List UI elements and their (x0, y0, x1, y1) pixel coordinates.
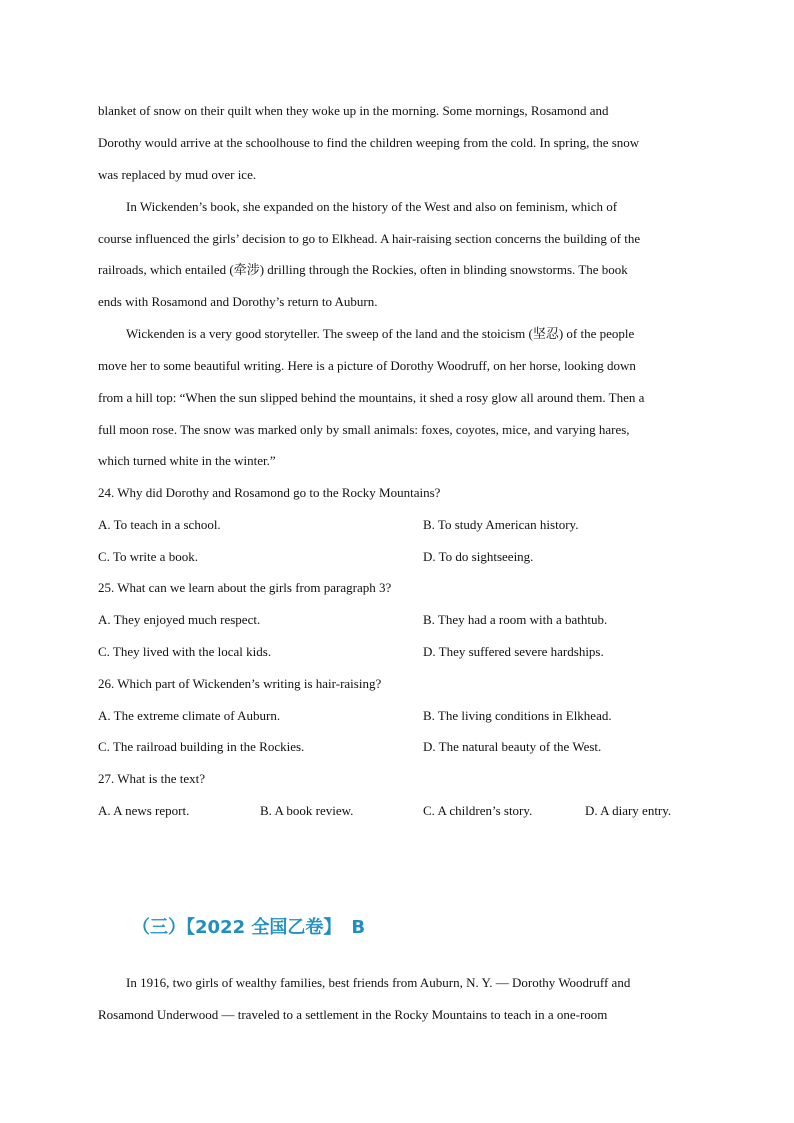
question-26-option-d: D. The natural beauty of the West. (423, 739, 602, 754)
question-25-stem: 25. What can we learn about the girls from paragraph 3? (98, 580, 392, 595)
question-24-option-c: C. To write a book. (98, 549, 198, 564)
passage-line: blanket of snow on their quilt when they woke up in the morning. Some mornings, Rosamond and (98, 103, 609, 118)
question-25-option-b: B. They had a room with a bathtub. (423, 612, 608, 627)
question-26-option-c: C. The railroad building in the Rockies. (98, 739, 305, 754)
section-heading (132, 916, 365, 940)
section-label: B (351, 917, 366, 938)
passage-line: railroads, which entailed (牵涉) drilling through the Rockies, often in blinding snowstorms. The book (98, 262, 628, 277)
question-24-option-a: A. To teach in a school. (98, 517, 221, 532)
question-27-option-b: B. A book review. (260, 803, 354, 818)
question-24-option-d: D. To do sightseeing. (423, 549, 534, 564)
question-24-stem: 24. Why did Dorothy and Rosamond go to the Rocky Mountains? (98, 485, 441, 500)
passage-line: Rosamond Underwood — traveled to a settlement in the Rocky Mountains to teach in a one-room (98, 1007, 608, 1022)
passage-line: full moon rose. The snow was marked only by small animals: foxes, coyotes, mice, and varying hares, (98, 422, 630, 437)
passage-line: In Wickenden’s book, she expanded on the history of the West and also on feminism, which of (126, 199, 618, 214)
passage-line: from a hill top: “When the sun slipped behind the mountains, it shed a rosy glow all around them. Then a (98, 390, 645, 405)
section-title: （三）【2022 全国乙卷】 (132, 917, 342, 938)
passage-line: move her to some beautiful writing. Here is a picture of Dorothy Woodruff, on her horse, looking down (98, 358, 636, 373)
question-27-option-c: C. A children’s story. (423, 803, 533, 818)
question-25-option-a: A. They enjoyed much respect. (98, 612, 261, 627)
question-25-option-c: C. They lived with the local kids. (98, 644, 272, 659)
passage-line: was replaced by mud over ice. (98, 167, 257, 182)
passage-line: Wickenden is a very good storyteller. The sweep of the land and the stoicism (坚忍) of the people (126, 326, 635, 341)
passage-line: ends with Rosamond and Dorothy’s return to Auburn. (98, 294, 378, 309)
question-24-option-b: B. To study American history. (423, 517, 579, 532)
question-27-stem: 27. What is the text? (98, 771, 205, 786)
question-27-option-d: D. A diary entry. (585, 803, 672, 818)
question-27-option-a: A. A news report. (98, 803, 190, 818)
passage-line: Dorothy would arrive at the schoolhouse to find the children weeping from the cold. In spring, the snow (98, 135, 640, 150)
question-26-option-a: A. The extreme climate of Auburn. (98, 708, 281, 723)
passage-line: In 1916, two girls of wealthy families, best friends from Auburn, N. Y. — Dorothy Woodruff and (126, 975, 631, 990)
passage-line: which turned white in the winter.” (98, 453, 276, 468)
passage-line: course influenced the girls’ decision to go to Elkhead. A hair-raising section concerns the building of the (98, 231, 641, 246)
question-25-option-d: D. They suffered severe hardships. (423, 644, 604, 659)
question-26-stem: 26. Which part of Wickenden’s writing is hair-raising? (98, 676, 382, 691)
question-26-option-b: B. The living conditions in Elkhead. (423, 708, 612, 723)
